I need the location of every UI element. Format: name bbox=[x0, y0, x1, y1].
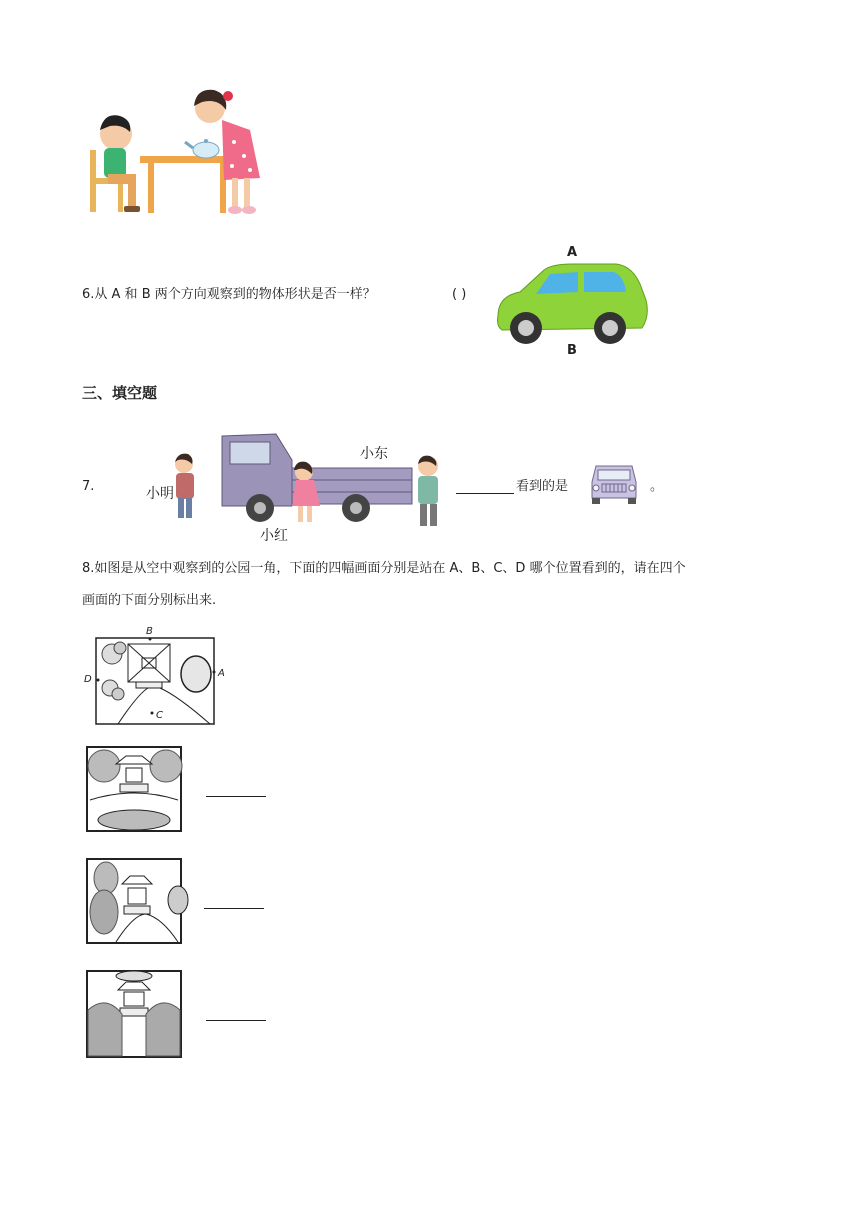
question-8-line-2: 画面的下面分别标出来. bbox=[82, 593, 217, 608]
map-label-d: D bbox=[84, 674, 92, 685]
name-xiaoming: 小明 bbox=[146, 486, 174, 502]
car-label-a: A bbox=[566, 245, 578, 260]
picture-2-answer-blank[interactable] bbox=[204, 894, 264, 909]
name-xiaohong: 小红 bbox=[260, 528, 288, 544]
green-car-image bbox=[492, 244, 652, 358]
picture-1-answer-blank[interactable] bbox=[206, 782, 266, 797]
question-7-answer-blank[interactable] bbox=[456, 478, 514, 494]
question-7-number: 7. bbox=[82, 479, 95, 494]
park-view-picture-1 bbox=[86, 746, 182, 832]
park-view-picture-2 bbox=[86, 858, 182, 944]
map-label-a: A bbox=[218, 668, 225, 679]
section-heading: 三、填空题 bbox=[82, 384, 158, 402]
truck-front-view-image bbox=[586, 462, 642, 506]
question-7-suffix: 看到的是 bbox=[516, 479, 569, 494]
question-6-answer-parentheses: ( ) bbox=[452, 287, 467, 302]
map-label-b: B bbox=[146, 626, 153, 637]
children-table-illustration bbox=[82, 86, 274, 218]
car-label-b: B bbox=[567, 343, 577, 358]
question-6-text: 6.从 A 和 B 两个方向观察到的物体形状是否一样？ bbox=[82, 287, 376, 302]
name-xiaodong: 小东 bbox=[360, 446, 388, 462]
question-8-line-1: 8.如图是从空中观察到的公园一角，下面的四幅画面分别是站在 A、B、C、D 哪个位置看到的，请在四个 bbox=[82, 561, 686, 576]
question-7-end: 。 bbox=[650, 479, 664, 494]
park-view-picture-3 bbox=[86, 970, 182, 1058]
picture-3-answer-blank[interactable] bbox=[206, 1006, 266, 1021]
park-aerial-map bbox=[82, 624, 225, 728]
map-label-c: C bbox=[156, 710, 163, 721]
truck-scene-image bbox=[126, 424, 456, 546]
